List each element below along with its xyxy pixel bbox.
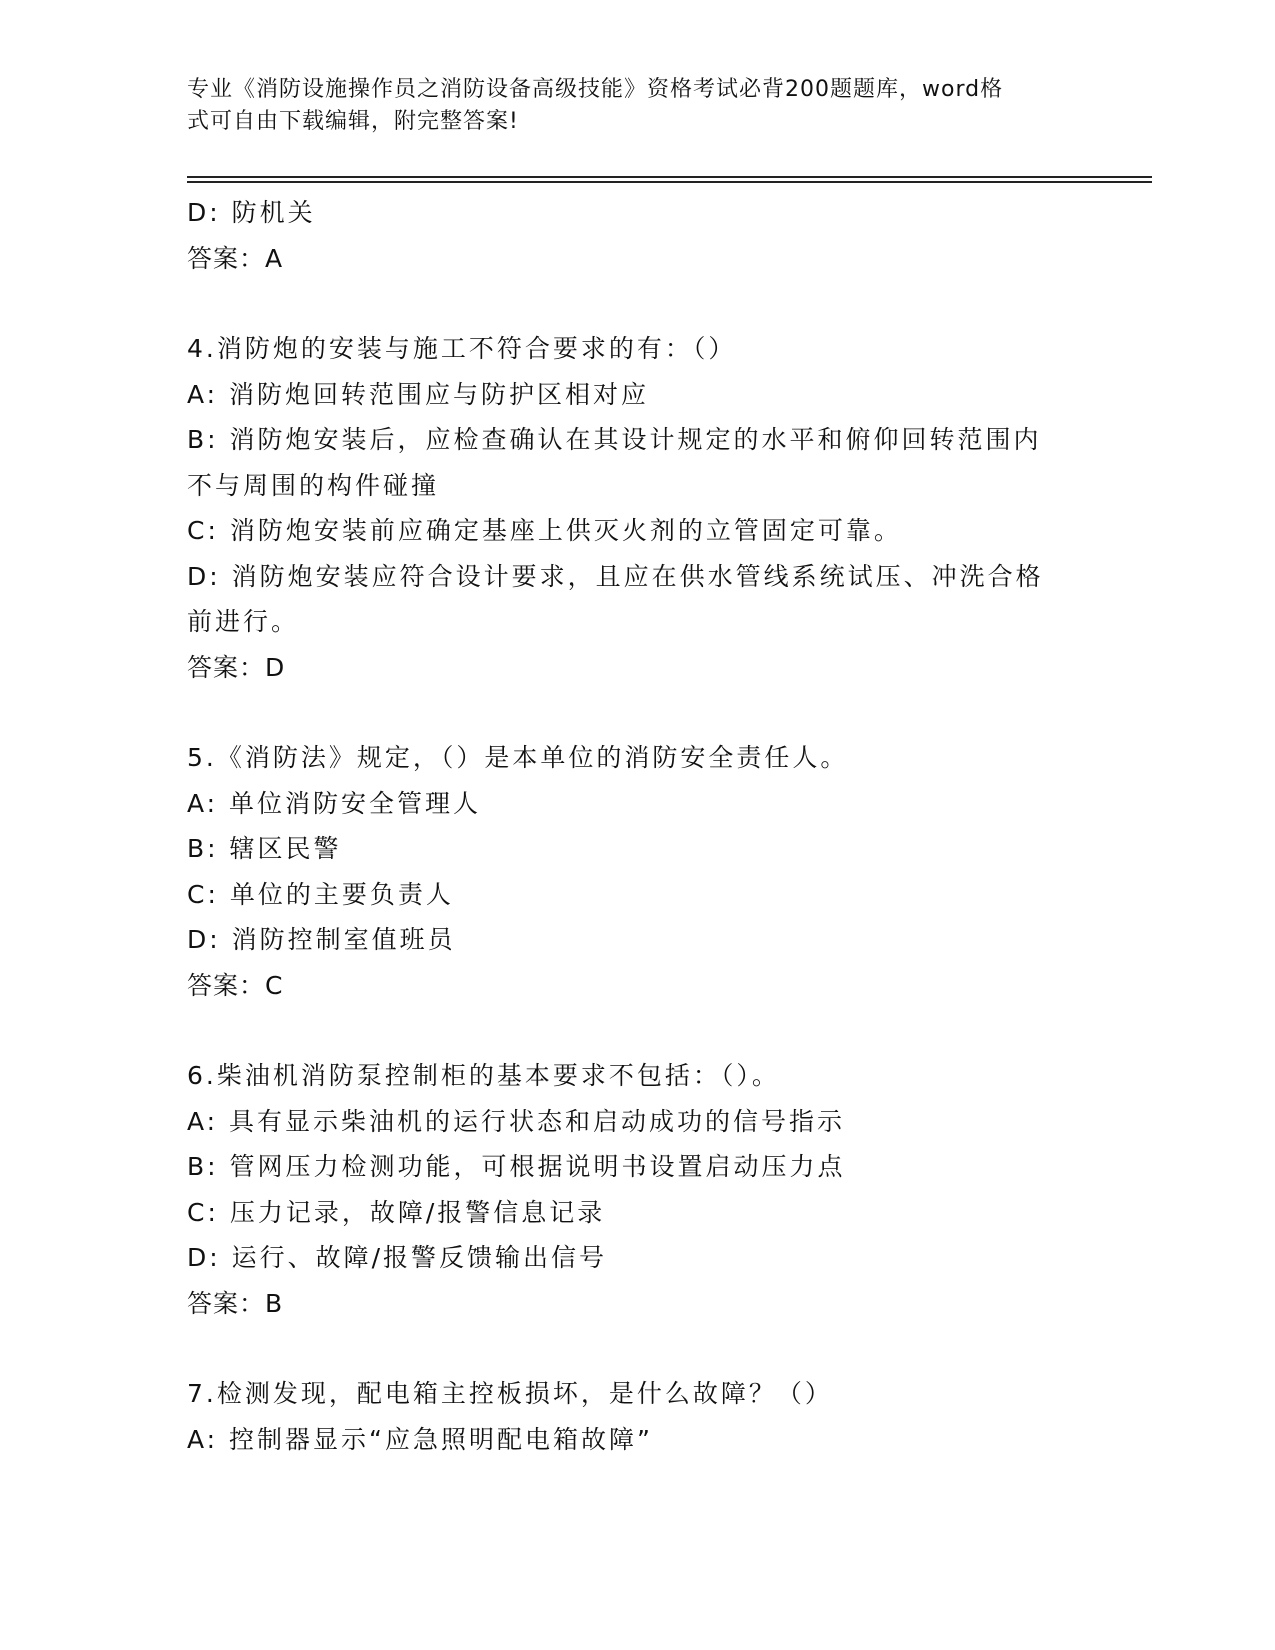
header-divider-bottom bbox=[187, 181, 1152, 183]
option-a: A: 具有显示柴油机的运行状态和启动成功的信号指示 bbox=[187, 1106, 846, 1136]
answer: 答案：C bbox=[187, 970, 284, 1000]
option-a: A: 单位消防安全管理人 bbox=[187, 788, 482, 818]
option-b: B: 辖区民警 bbox=[187, 834, 342, 863]
option-d: D: 消防控制室值班员 bbox=[187, 925, 456, 954]
option-d-line-1: D: 消防炮安装应符合设计要求，且应在供水管线系统试压、冲洗合格 bbox=[187, 561, 1044, 591]
option-d: D: 运行、故障/报警反馈输出信号 bbox=[187, 1243, 608, 1272]
question-text: 5.《消防法》规定，（）是本单位的消防安全责任人。 bbox=[187, 743, 849, 772]
option-b-line-2: 不与周围的构件碰撞 bbox=[187, 470, 440, 500]
question-3 bbox=[187, 190, 1087, 281]
answer: 答案：A bbox=[187, 243, 284, 273]
option-d: D: 防机关 bbox=[187, 198, 316, 227]
question-6 bbox=[187, 1053, 1087, 1326]
option-c: C: 压力记录，故障/报警信息记录 bbox=[187, 1197, 606, 1227]
option-c: C: 单位的主要负责人 bbox=[187, 879, 454, 909]
question-text: 7.检测发现，配电箱主控板损坏，是什么故障？（） bbox=[187, 1379, 833, 1408]
answer: 答案：D bbox=[187, 652, 286, 682]
answer: 答案：B bbox=[187, 1288, 284, 1318]
question-4 bbox=[187, 326, 1087, 690]
option-c: C: 消防炮安装前应确定基座上供灭火剂的立管固定可靠。 bbox=[187, 516, 902, 545]
question-5 bbox=[187, 735, 1087, 1008]
header-line-2: 式可自由下载编辑，附完整答案! bbox=[187, 109, 519, 134]
option-a: A: 消防炮回转范围应与防护区相对应 bbox=[187, 379, 650, 409]
header-line-1: 专业《消防设施操作员之消防设备高级技能》资格考试必背200题题库，word格 bbox=[187, 77, 1004, 102]
option-b-line-1: B: 消防炮安装后，应检查确认在其设计规定的水平和俯仰回转范围内 bbox=[187, 425, 1042, 454]
document-header bbox=[187, 74, 1067, 138]
option-b: B: 管网压力检测功能，可根据说明书设置启动压力点 bbox=[187, 1152, 846, 1181]
question-text: 6.柴油机消防泵控制柜的基本要求不包括：（）。 bbox=[187, 1061, 780, 1090]
header-divider-top bbox=[187, 176, 1152, 178]
question-list bbox=[187, 190, 1087, 1462]
question-7 bbox=[187, 1371, 1087, 1462]
option-a: A: 控制器显示“应急照明配电箱故障” bbox=[187, 1424, 653, 1454]
option-d-line-2: 前进行。 bbox=[187, 607, 300, 636]
question-text: 4.消防炮的安装与施工不符合要求的有：（） bbox=[187, 334, 737, 363]
